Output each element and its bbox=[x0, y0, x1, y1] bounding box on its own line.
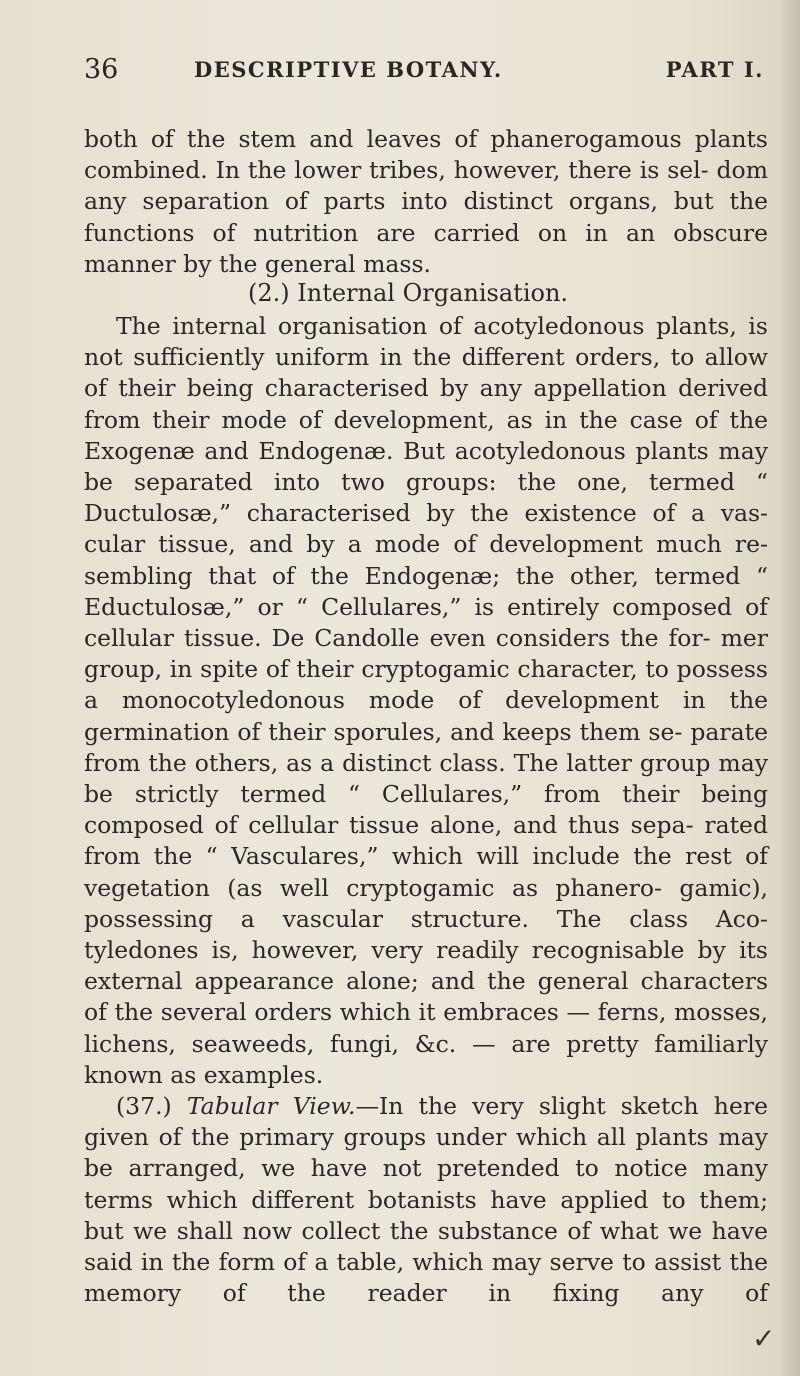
section-heading bbox=[248, 277, 568, 309]
section-heading-title: Internal Organisation. bbox=[297, 279, 569, 307]
paragraph-intro-last-line: manner by the general mass. bbox=[84, 249, 432, 278]
paragraph-internal-organisation bbox=[84, 311, 768, 1310]
page-header bbox=[84, 50, 764, 90]
paragraph-internal-organisation-body: The internal organisation of acotyledonous plants, is not sufficiently uniform in the different orders, to allow of their being characterised by any appellation derived from their mode of development, as in the case of the Exogenæ and Endogenæ. But acotyledonous plants may be separated into two groups: the one, termed “ Ductulosæ,” characterised by the existence of a vas- cular tissue, and by a mode of development much re- sembling that of the Endogenæ; the other, termed “ Eductulosæ,” or “ Cellulares,” is entirely composed of cellular tissue. De Candolle even considers the for- mer group, in spite of their cryptogamic character, to possess a monocotyledonous mode of development in the germination of their sporules, and keeps them se- parate from the others, as a distinct class. The latter group may be strictly termed “ Cellulares,” from their being composed of cellular tissue alone, and thus sepa- rated from the “ Vasculares,” which will include the rest of vegetation (as well cryptogamic as phanero- gamic), possessing a vascular structure. The class Aco- tyledones is, however, very readily recognisable by its external appearance alone; and the general characters of the several orders which it embraces — ferns, mosses, lichens, seaweeds, fungi, &c. — are pretty familiarly bbox=[84, 312, 768, 1058]
running-title: DESCRIPTIVE BOTANY. bbox=[194, 57, 503, 82]
page-mark: ✓ bbox=[752, 1322, 776, 1355]
part-label: PART I. bbox=[665, 57, 764, 82]
paragraph-tabular-view bbox=[84, 1091, 768, 1309]
page-number: 36 bbox=[84, 54, 119, 85]
section-heading-number: (2.) bbox=[248, 279, 290, 307]
page-edge-shadow bbox=[778, 0, 800, 1376]
paragraph-tabular-view-number: (37.) bbox=[116, 1092, 172, 1121]
paragraph-intro-body: both of the stem and leaves of phanerogamous plants combined. In the lower tribes, however, there is sel- dom any separation of parts into distinct organs, but the functions of nutrition are carried on in an obscure bbox=[84, 125, 768, 247]
paragraph-intro bbox=[84, 124, 768, 280]
paragraph-internal-organisation-last-line: known as examples. bbox=[84, 1060, 324, 1089]
paragraph-tabular-view-body: —In the very slight sketch here given of the primary groups under which all plants may be arranged, we have not pretended to notice many terms which different botanists have applied to them; but we shall now collect the substance of what we have said in the form of a table, which may serve to assist the memory of the reader in fixing any of bbox=[84, 1092, 768, 1308]
paragraph-tabular-view-title: Tabular View. bbox=[186, 1092, 356, 1121]
